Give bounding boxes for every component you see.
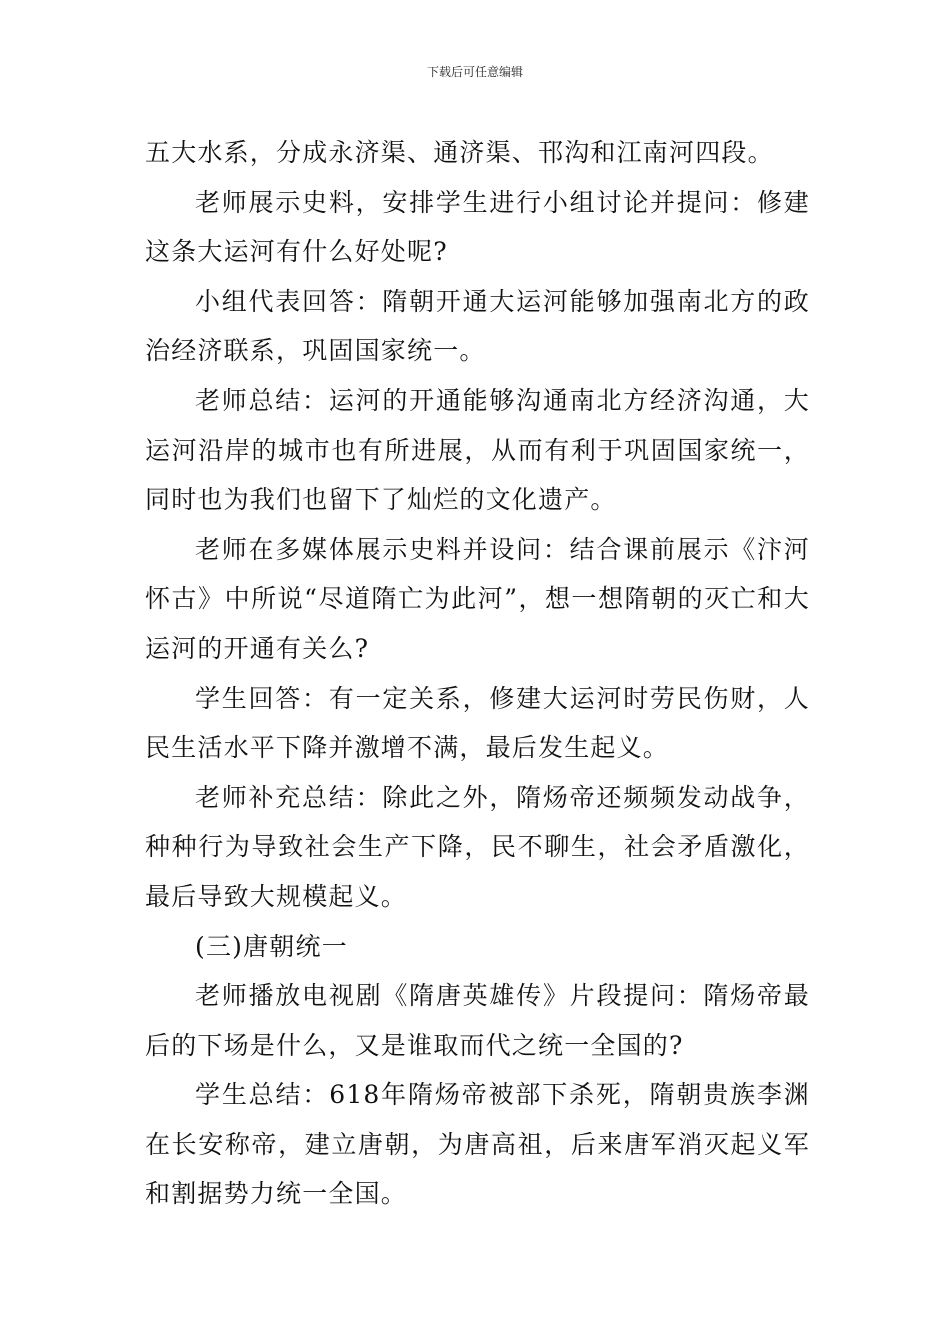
paragraph-multimedia-question: 老师在多媒体展示史料并设问：结合课前展示《汴河怀古》中所说“尽道隋亡为此河”，想一想隋朝的灭亡和大运河的开通有关么? xyxy=(145,534,810,663)
section-heading-tang-unification: (三)唐朝统一 xyxy=(195,931,348,961)
page-header-note: 下载后可任意编辑 xyxy=(426,65,523,79)
paragraph-teacher-shows-material: 老师展示史料，安排学生进行小组讨论并提问：修建这条大运河有什么好处呢? xyxy=(145,187,810,267)
paragraph-student-summary: 学生总结：618年隋炀帝被部下杀死，隋朝贵族李渊在长安称帝，建立唐朝，为唐高祖，后来唐军消灭起义军和割据势力统一全国。 xyxy=(145,1080,810,1209)
document-body xyxy=(145,128,810,1219)
paragraph-continuation: 五大水系，分成永济渠、通济渠、邗沟和江南河四段。 xyxy=(145,138,774,167)
paragraph-group-answer: 小组代表回答：隋朝开通大运河能够加强南北方的政治经济联系，巩固国家统一。 xyxy=(145,286,810,366)
paragraph-teacher-summary: 老师总结：运河的开通能够沟通南北方经济沟通，大运河沿岸的城市也有所进展，从而有利于巩固国家统一，同时也为我们也留下了灿烂的文化遗产。 xyxy=(145,385,810,515)
paragraph-tv-clip-question: 老师播放电视剧《隋唐英雄传》片段提问：隋炀帝最后的下场是什么，又是谁取而代之统一全国的? xyxy=(145,981,810,1060)
paragraph-teacher-supplement: 老师补充总结：除此之外，隋炀帝还频频发动战争，种种行为导致社会生产下降，民不聊生，社会矛盾激化，最后导致大规模起义。 xyxy=(145,782,810,911)
paragraph-student-answer: 学生回答：有一定关系，修建大运河时劳民伤财，人民生活水平下降并激增不满，最后发生起义。 xyxy=(145,683,810,763)
